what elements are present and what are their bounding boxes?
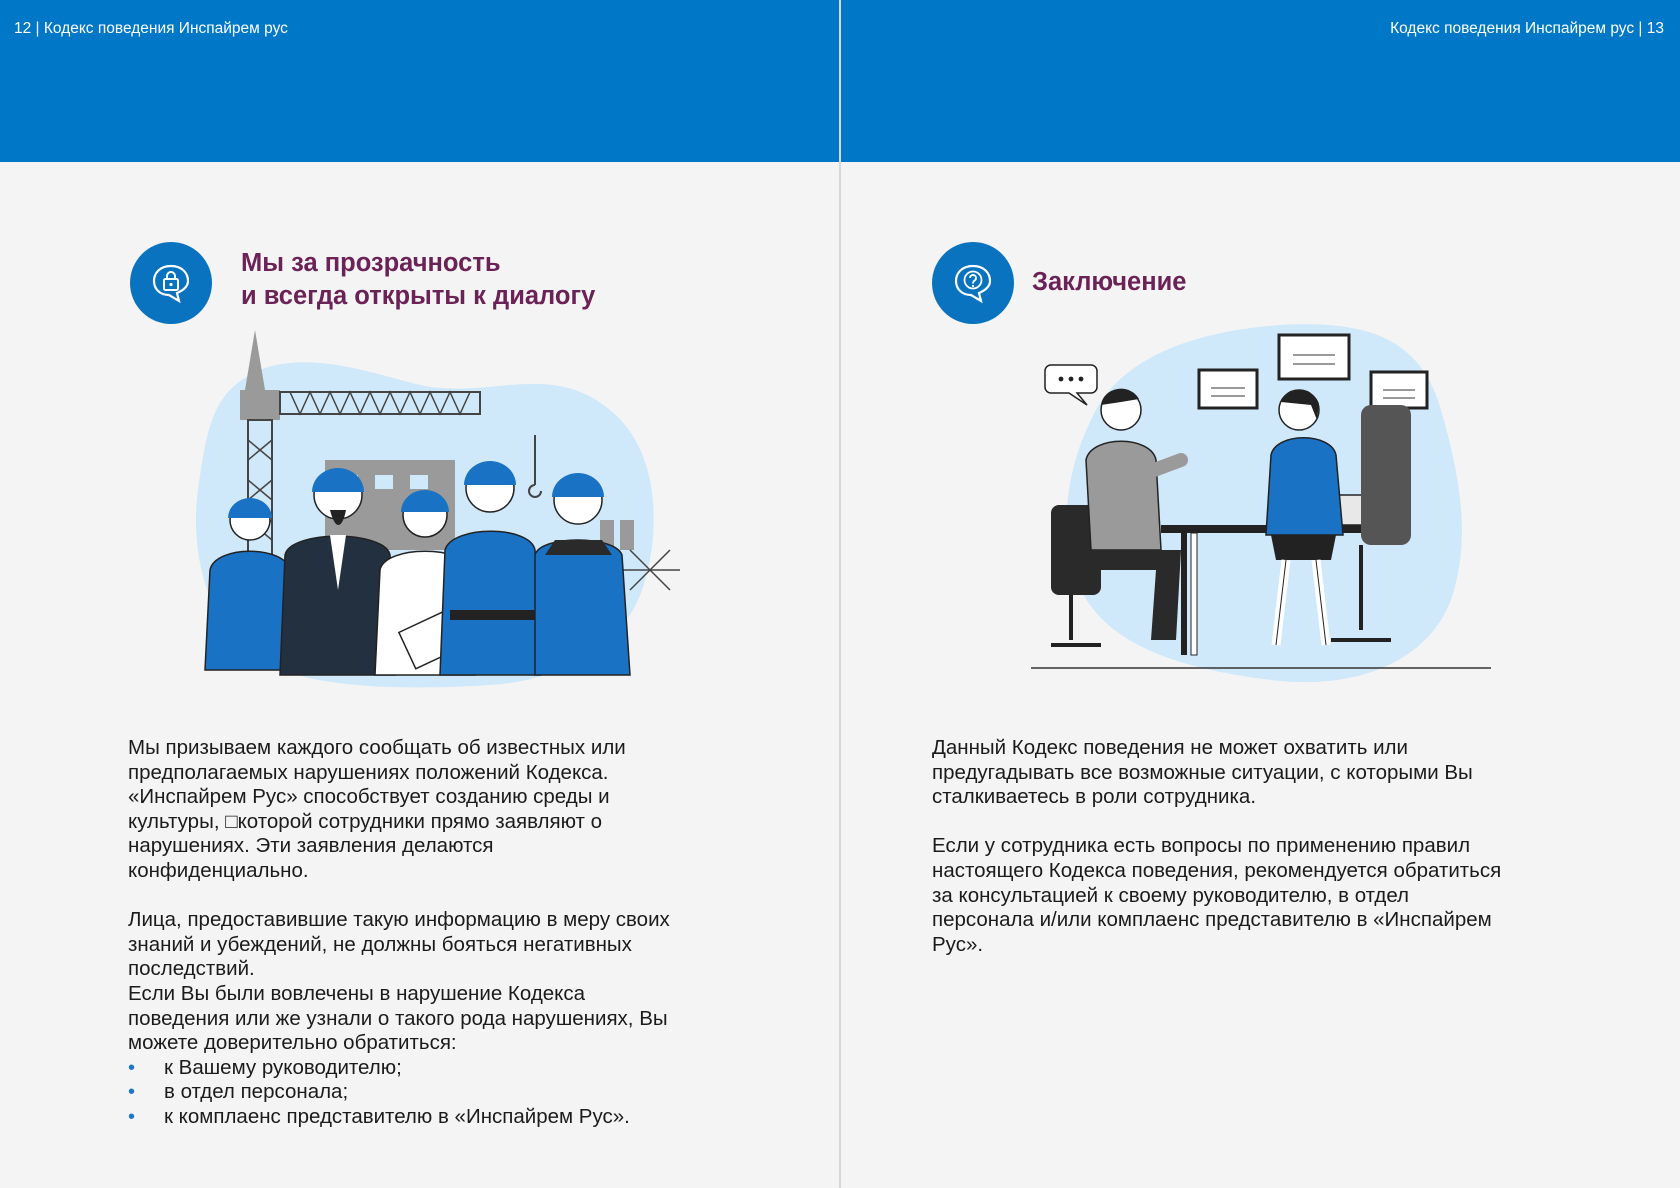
lock-speech-bubble-icon [130,242,212,324]
construction-team-illustration [190,330,700,710]
office-meeting-illustration [1031,310,1491,690]
body-text [128,736,728,1130]
bullet-dot: • [128,1081,136,1104]
list-item: • в отдел персонала; [128,1080,349,1104]
bullet-dot: • [128,1056,136,1079]
paragraph-2: Лица, предоставившие такую информацию в меру своих знаний и убеждений, не должны бояться негативных последствий. [128,908,670,981]
paragraph-1: Мы призываем каждого сообщать об известных или предполагаемых нарушениях положений Кодекса. «Инспайрем Рус» способствует созданию среды и культуры, □которой сотрудники прямо заявляют о нарушениях. Эти заявления делаются конфиденциально. [128,736,626,882]
question-speech-bubble-icon [932,242,1014,324]
page-13 [841,0,1680,1188]
running-head: Кодекс поведения Инспайрем рус | 13 [1390,20,1664,37]
page-12 [0,0,839,1188]
heading-line-2: и всегда открыты к диалогу [241,282,596,310]
paragraph-2: Если у сотрудника есть вопросы по применению правил настоящего Кодекса поведения, рекомендуется обратиться за консультацией к своему руководителю, в отдел персонала и/или комплаенс представителю в «Инспайрем Рус». [932,834,1502,956]
section-heading [241,247,595,313]
section-heading [1032,266,1186,299]
list-item: • к Вашему руководителю; [128,1055,402,1079]
header-band [0,0,839,162]
header-band [841,0,1680,162]
heading-line-1: Мы за прозрачность [241,249,501,277]
body-text [932,736,1572,957]
list-item: • к комплаенс представителю в «Инспайрем Рус». [128,1104,630,1128]
heading-line: Заключение [1032,268,1187,296]
running-head: 12 | Кодекс поведения Инспайрем рус [14,20,288,37]
contact-list [128,1056,728,1130]
bullet-dot: • [128,1105,136,1128]
paragraph-1: Данный Кодекс поведения не может охватить или предугадывать все возможные ситуации, с которыми Вы сталкиваетесь в роли сотрудника. [932,736,1473,809]
paragraph-3: Если Вы были вовлечены в нарушение Кодекса поведения или же узнали о такого рода нарушениях, Вы можете доверительно обратиться: [128,981,668,1055]
